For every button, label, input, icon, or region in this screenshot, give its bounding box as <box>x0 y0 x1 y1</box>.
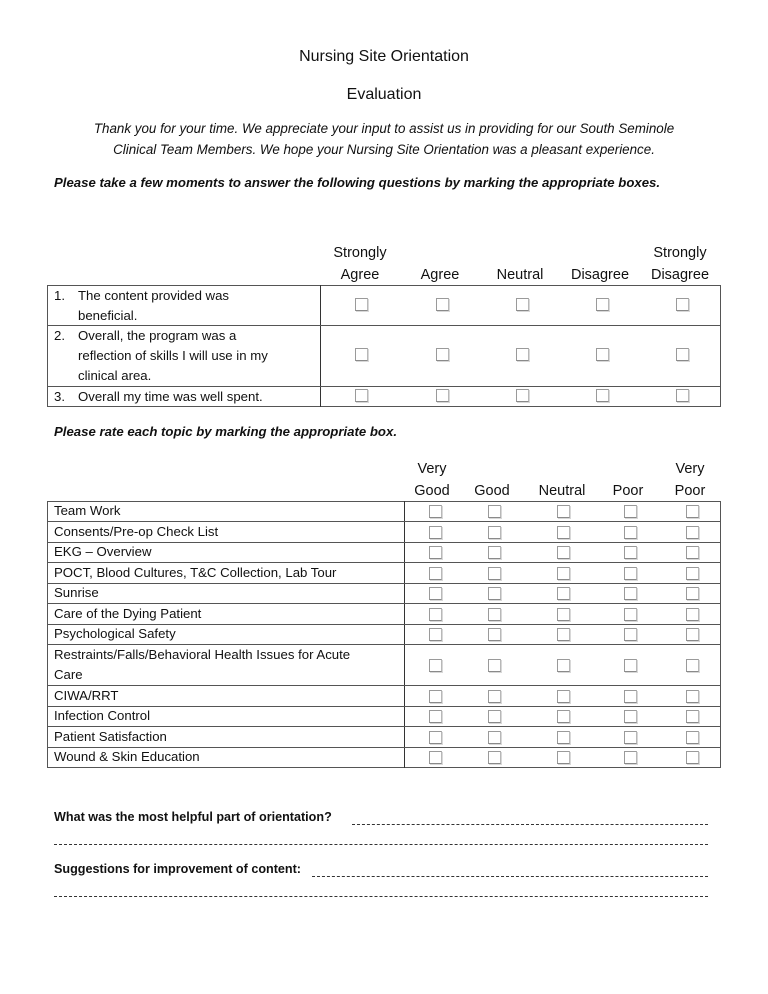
topic-team-work: Team Work <box>54 503 121 518</box>
row-divider <box>47 583 721 584</box>
checkbox-restraints-very-poor[interactable] <box>686 659 699 672</box>
checkbox-team-work-good[interactable] <box>488 505 501 518</box>
checkbox-restraints-neutral[interactable] <box>557 659 570 672</box>
checkbox-poct-poor[interactable] <box>624 567 637 580</box>
checkbox-q2-neutral[interactable] <box>516 348 529 361</box>
checkbox-wound-skin-good[interactable] <box>488 751 501 764</box>
topic-poct: POCT, Blood Cultures, T&C Collection, Lab Tour <box>54 565 337 580</box>
answer-line-most-helpful-1[interactable] <box>352 824 708 825</box>
checkbox-psych-safety-good[interactable] <box>488 628 501 641</box>
checkbox-q2-agree[interactable] <box>436 348 449 361</box>
checkbox-patient-satisfaction-good[interactable] <box>488 731 501 744</box>
checkbox-q3-strongly-disagree[interactable] <box>676 389 689 402</box>
topic-restraints: Restraints/Falls/Behavioral Health Issues for Acute Care <box>54 647 351 682</box>
checkbox-ciwa-poor[interactable] <box>624 690 637 703</box>
agreement-row-2-number: 2. <box>54 328 65 343</box>
checkbox-q1-strongly-agree[interactable] <box>355 298 368 311</box>
checkbox-patient-satisfaction-very-good[interactable] <box>429 731 442 744</box>
checkbox-wound-skin-poor[interactable] <box>624 751 637 764</box>
checkbox-ciwa-good[interactable] <box>488 690 501 703</box>
checkbox-ekg-neutral[interactable] <box>557 546 570 559</box>
column-header-very-good: Very Good <box>414 461 450 499</box>
agreement-row-2-text: Overall, the program was a reflection of skills I will use in my clinical area. <box>78 328 268 383</box>
intro-text-line-1: Thank you for your time. We appreciate your input to assist us in providing for our South Seminole <box>93 121 675 136</box>
topic-patient-satisfaction: Patient Satisfaction <box>54 729 167 744</box>
intro-text-line-2: Clinical Team Members. We hope your Nursing Site Orientation was a pleasant experience. <box>113 142 655 157</box>
checkbox-patient-satisfaction-poor[interactable] <box>624 731 637 744</box>
checkbox-q3-neutral[interactable] <box>516 389 529 402</box>
topic-infection-control: Infection Control <box>54 708 151 723</box>
column-header-poor: Poor <box>612 483 644 499</box>
checkbox-patient-satisfaction-very-poor[interactable] <box>686 731 699 744</box>
agreement-row-1-text: The content provided was beneficial. <box>78 288 230 323</box>
checkbox-restraints-good[interactable] <box>488 659 501 672</box>
row-divider <box>47 685 721 686</box>
checkbox-q1-strongly-disagree[interactable] <box>676 298 689 311</box>
checkbox-sunrise-poor[interactable] <box>624 587 637 600</box>
agreement-row-3-text: Overall my time was well spent. <box>78 389 263 404</box>
checkbox-care-of-dying-very-good[interactable] <box>429 608 442 621</box>
agreement-row-1-number: 1. <box>54 288 65 303</box>
checkbox-wound-skin-very-good[interactable] <box>429 751 442 764</box>
checkbox-q3-disagree[interactable] <box>596 389 609 402</box>
checkbox-q2-strongly-disagree[interactable] <box>676 348 689 361</box>
checkbox-consents-good[interactable] <box>488 526 501 539</box>
checkbox-q1-agree[interactable] <box>436 298 449 311</box>
column-header-very-poor: Very Poor <box>674 461 706 499</box>
checkbox-restraints-poor[interactable] <box>624 659 637 672</box>
checkbox-infection-control-very-poor[interactable] <box>686 710 699 723</box>
checkbox-team-work-very-poor[interactable] <box>686 505 699 518</box>
checkbox-care-of-dying-neutral[interactable] <box>557 608 570 621</box>
topic-wound-skin: Wound & Skin Education <box>54 749 200 764</box>
checkbox-infection-control-poor[interactable] <box>624 710 637 723</box>
checkbox-ciwa-very-poor[interactable] <box>686 690 699 703</box>
checkbox-consents-neutral[interactable] <box>557 526 570 539</box>
open-question-most-helpful: What was the most helpful part of orientation? <box>54 810 332 824</box>
column-header-strongly-agree: Strongly Agree <box>333 245 387 283</box>
topic-consents: Consents/Pre-op Check List <box>54 524 219 539</box>
agreement-table-divider <box>320 285 321 407</box>
column-header-strongly-disagree: Strongly Disagree <box>650 245 710 283</box>
instruction-rating: Please rate each topic by marking the appropriate box. <box>54 424 397 439</box>
instruction-agreement: Please take a few moments to answer the following questions by marking the appropriate boxes. <box>54 175 661 190</box>
checkbox-infection-control-good[interactable] <box>488 710 501 723</box>
checkbox-patient-satisfaction-neutral[interactable] <box>557 731 570 744</box>
checkbox-ekg-very-good[interactable] <box>429 546 442 559</box>
checkbox-ciwa-very-good[interactable] <box>429 690 442 703</box>
topic-sunrise: Sunrise <box>54 585 99 600</box>
checkbox-q2-disagree[interactable] <box>596 348 609 361</box>
checkbox-care-of-dying-poor[interactable] <box>624 608 637 621</box>
checkbox-psych-safety-neutral[interactable] <box>557 628 570 641</box>
column-header-disagree: Disagree <box>570 267 630 283</box>
checkbox-poct-neutral[interactable] <box>557 567 570 580</box>
checkbox-ekg-very-poor[interactable] <box>686 546 699 559</box>
checkbox-ekg-good[interactable] <box>488 546 501 559</box>
topic-psychological-safety: Psychological Safety <box>54 626 176 641</box>
checkbox-sunrise-very-good[interactable] <box>429 587 442 600</box>
checkbox-q1-neutral[interactable] <box>516 298 529 311</box>
answer-line-most-helpful-2[interactable] <box>54 844 708 845</box>
checkbox-psych-safety-poor[interactable] <box>624 628 637 641</box>
answer-line-suggestions-2[interactable] <box>54 896 708 897</box>
checkbox-sunrise-very-poor[interactable] <box>686 587 699 600</box>
checkbox-infection-control-very-good[interactable] <box>429 710 442 723</box>
checkbox-ekg-poor[interactable] <box>624 546 637 559</box>
checkbox-psych-safety-very-good[interactable] <box>429 628 442 641</box>
checkbox-consents-very-poor[interactable] <box>686 526 699 539</box>
checkbox-poct-very-poor[interactable] <box>686 567 699 580</box>
checkbox-poct-very-good[interactable] <box>429 567 442 580</box>
checkbox-sunrise-good[interactable] <box>488 587 501 600</box>
checkbox-care-of-dying-very-poor[interactable] <box>686 608 699 621</box>
checkbox-wound-skin-neutral[interactable] <box>557 751 570 764</box>
checkbox-consents-very-good[interactable] <box>429 526 442 539</box>
checkbox-wound-skin-very-poor[interactable] <box>686 751 699 764</box>
topic-ciwa-rrt: CIWA/RRT <box>54 688 119 703</box>
checkbox-q3-agree[interactable] <box>436 389 449 402</box>
checkbox-q1-disagree[interactable] <box>596 298 609 311</box>
agreement-row-3-number: 3. <box>54 389 65 404</box>
checkbox-team-work-poor[interactable] <box>624 505 637 518</box>
column-header-good: Good <box>474 483 510 499</box>
column-header-agree: Agree <box>420 267 460 283</box>
open-question-suggestions: Suggestions for improvement of content: <box>54 862 301 876</box>
checkbox-team-work-very-good[interactable] <box>429 505 442 518</box>
answer-line-suggestions-1[interactable] <box>312 876 708 877</box>
column-header-neutral: Neutral <box>538 483 586 499</box>
checkbox-consents-poor[interactable] <box>624 526 637 539</box>
checkbox-infection-control-neutral[interactable] <box>557 710 570 723</box>
topic-ekg: EKG – Overview <box>54 544 152 559</box>
checkbox-sunrise-neutral[interactable] <box>557 587 570 600</box>
topic-care-of-dying: Care of the Dying Patient <box>54 606 202 621</box>
checkbox-team-work-neutral[interactable] <box>557 505 570 518</box>
document-title: Nursing Site Orientation <box>299 48 469 65</box>
checkbox-restraints-very-good[interactable] <box>429 659 442 672</box>
checkbox-care-of-dying-good[interactable] <box>488 608 501 621</box>
checkbox-poct-good[interactable] <box>488 567 501 580</box>
checkbox-psych-safety-very-poor[interactable] <box>686 628 699 641</box>
document-subtitle: Evaluation <box>346 86 422 103</box>
checkbox-ciwa-neutral[interactable] <box>557 690 570 703</box>
column-header-neutral: Neutral <box>496 267 544 283</box>
checkbox-q2-strongly-agree[interactable] <box>355 348 368 361</box>
checkbox-q3-strongly-agree[interactable] <box>355 389 368 402</box>
